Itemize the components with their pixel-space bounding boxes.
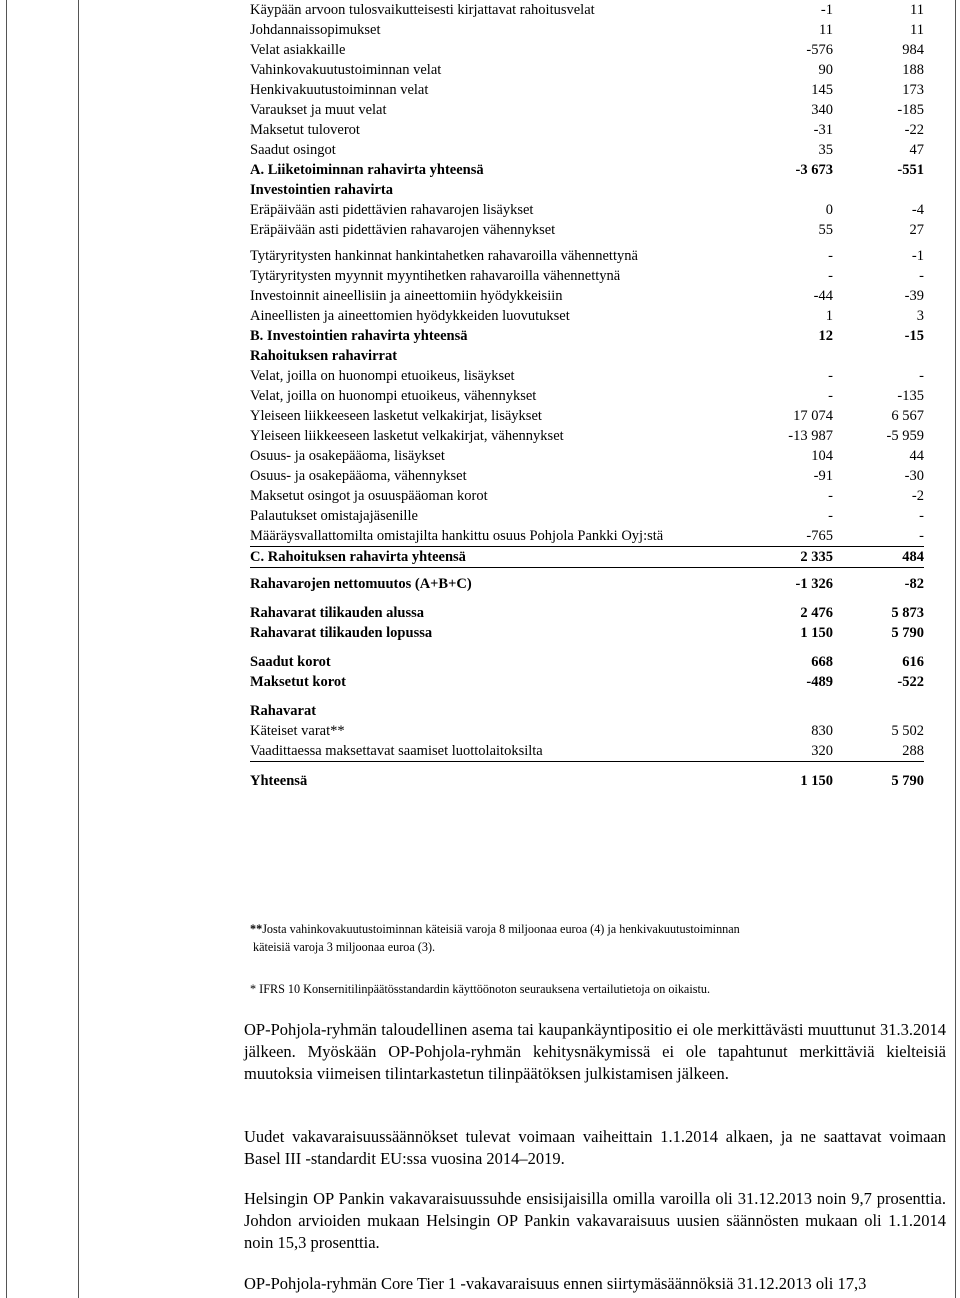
table-row — [250, 20, 924, 40]
row-label: Palautukset omistajajäsenille — [250, 508, 418, 524]
row-label: Vahinkovakuutustoiminnan velat — [250, 62, 442, 78]
table-row — [250, 547, 924, 568]
value-2013: 6 567 — [891, 408, 924, 424]
value-2013 — [833, 692, 924, 721]
value-2014: 320 — [734, 741, 833, 762]
row-label: Vaadittaessa maksettavat saamiset luottolaitoksilta — [250, 741, 734, 762]
row-label: Yleiseen liikkeeseen lasketut velkakirjat, vähennykset — [250, 428, 564, 444]
value-2014: -44 — [813, 288, 833, 304]
table-row — [250, 200, 924, 220]
row-label: Tytäryritysten hankinnat hankintahetken rahavaroilla vähennettynä — [250, 248, 638, 264]
row-label: Rahoituksen rahavirrat — [250, 348, 398, 364]
page-border-right — [955, 0, 956, 1298]
row-label: Rahavarojen nettomuutos (A+B+C) — [250, 576, 472, 592]
value-2013: -39 — [904, 288, 924, 304]
table-row — [250, 366, 924, 386]
table-row — [250, 762, 924, 792]
row-label: Saadut osingot — [250, 142, 336, 158]
value-2013 — [833, 180, 924, 200]
value-2014: 104 — [811, 448, 833, 464]
value-2014: 2 335 — [734, 547, 833, 568]
row-label: Rahavarat tilikauden lopussa — [250, 625, 433, 641]
table-row — [250, 266, 924, 286]
value-2013: 188 — [902, 62, 924, 78]
value-2013: 44 — [909, 448, 924, 464]
paragraph: Helsingin OP Pankin vakavaraisuussuhde ensisijaisilla omilla varoilla oli 31.12.2013 noin 9,7 prosenttia. Johdon arvioiden mukaan Helsingin OP Pankin vakavaraisuus uusien säännösten mukaan oli 1.1.2014 noin 15,3 prosenttia. — [244, 1189, 946, 1252]
value-2013: - — [919, 508, 924, 524]
value-2014: - — [828, 268, 833, 284]
paragraph: OP-Pohjola-ryhmän taloudellinen asema tai kaupankäyntipositio ei ole merkittävästi muuttunut 31.3.2014 jälkeen. Myöskään OP-Pohjola-ryhmän kehitysnäkymissä ei ole tapahtunut merkittäviä kielteisiä muutoksia viimeisen tilintarkastetun tilinpäätöksen julkistamisen jälkeen. — [244, 1020, 946, 1083]
row-label: Velat, joilla on huonompi etuoikeus, lisäykset — [250, 368, 515, 384]
value-2013 — [833, 346, 924, 366]
value-2013: -22 — [904, 122, 924, 138]
paragraph: Uudet vakavaraisuussäännökset tulevat voimaan vaiheittain 1.1.2014 alkaen, ja ne saattavat voimaan Basel III -standardit EU:ssa vuosina 2014–2019. — [244, 1127, 946, 1168]
row-label: Velat, joilla on huonompi etuoikeus, vähennykset — [250, 388, 537, 404]
value-2014: 340 — [811, 102, 833, 118]
row-label: Osuus- ja osakepääoma, lisäykset — [250, 448, 445, 464]
value-2014: -31 — [813, 122, 833, 138]
value-2013: 3 — [916, 308, 924, 324]
value-2014: 668 — [811, 654, 833, 670]
row-label: Henkivakuutustoiminnan velat — [250, 82, 429, 98]
table-row — [250, 100, 924, 120]
value-2014: -1 — [820, 2, 833, 18]
row-label: B. Investointien rahavirta yhteensä — [250, 328, 468, 344]
row-label: Tytäryritysten myynnit myyntihetken rahavaroilla vähennettynä — [250, 268, 621, 284]
table-row — [250, 386, 924, 406]
value-2014: - — [828, 488, 833, 504]
table-row — [250, 0, 924, 20]
row-label: Aineellisten ja aineettomien hyödykkeiden luovutukset — [250, 308, 570, 324]
row-label: Investointien rahavirta — [250, 182, 393, 198]
footnote-text: Josta vahinkovakuutustoiminnan käteisiä varoja 8 miljoonaa euroa (4) ja henkivakuutustoiminnan — [262, 922, 740, 936]
value-2014: - — [828, 508, 833, 524]
row-label: Varaukset ja muut velat — [250, 102, 387, 118]
row-label: Eräpäivään asti pidettävien rahavarojen lisäykset — [250, 202, 534, 218]
page-border-left — [6, 0, 7, 1298]
value-2013: 173 — [902, 82, 924, 98]
row-label: Maksetut korot — [250, 674, 346, 690]
value-2014: 1 150 — [800, 625, 833, 641]
value-2014: - — [828, 388, 833, 404]
value-2013: 11 — [910, 2, 924, 18]
table-row — [250, 180, 924, 200]
table-row — [250, 692, 924, 721]
value-2013: 288 — [833, 741, 924, 762]
row-label: Osuus- ja osakepääoma, vähennykset — [250, 468, 467, 484]
table-row — [250, 60, 924, 80]
paragraph: OP-Pohjola-ryhmän Core Tier 1 -vakavaraisuus ennen siirtymäsäännöksiä 31.12.2013 oli 17,3 — [244, 1274, 867, 1293]
table-row — [250, 623, 924, 643]
value-2014: 0 — [825, 202, 833, 218]
value-2013: -5 959 — [886, 428, 924, 444]
table-row — [250, 446, 924, 466]
footnote-mark: ** — [250, 922, 263, 936]
value-2014: 830 — [811, 723, 833, 739]
table-row — [250, 220, 924, 240]
row-label: Velat asiakkaille — [250, 42, 346, 58]
table-row — [250, 160, 924, 180]
row-label: A. Liiketoiminnan rahavirta yhteensä — [250, 162, 484, 178]
value-2013: 27 — [909, 222, 924, 238]
row-label: Määräysvallattomilta omistajilta hankittu osuus Pohjola Pankki Oyj:stä — [250, 526, 734, 547]
value-2013: 5 790 — [891, 773, 924, 789]
table-row — [250, 466, 924, 486]
row-label: Yhteensä — [250, 773, 308, 789]
table-row — [250, 140, 924, 160]
table-row — [250, 346, 924, 366]
value-2013: 5 873 — [891, 605, 924, 621]
value-2014: - — [828, 368, 833, 384]
value-2014: -3 673 — [795, 162, 833, 178]
value-2013: -551 — [897, 162, 924, 178]
value-2013: 47 — [909, 142, 924, 158]
value-2013: -522 — [897, 674, 924, 690]
table-row — [250, 80, 924, 100]
table-row — [250, 326, 924, 346]
value-2014: 145 — [811, 82, 833, 98]
row-label: Käypään arvoon tulosvaikutteisesti kirjattavat rahoitusvelat — [250, 2, 595, 18]
value-2014 — [734, 692, 833, 721]
cash-flow-statement — [250, 0, 926, 791]
value-2013: -1 — [911, 248, 924, 264]
value-2013: 11 — [910, 22, 924, 38]
value-2013: - — [919, 268, 924, 284]
value-2013: -15 — [904, 328, 924, 344]
row-label: Maksetut osingot ja osuuspääoman korot — [250, 488, 488, 504]
table-row — [250, 506, 924, 526]
row-label: Eräpäivään asti pidettävien rahavarojen vähennykset — [250, 222, 556, 238]
value-2013: -185 — [897, 102, 924, 118]
value-2014: -1 326 — [795, 576, 833, 592]
value-2014: -91 — [813, 468, 833, 484]
table-row — [250, 426, 924, 446]
value-2014: 35 — [818, 142, 833, 158]
table-row — [250, 240, 924, 266]
value-2014: -13 987 — [788, 428, 833, 444]
row-label: Käteiset varat** — [250, 723, 345, 739]
row-label: Rahavarat — [250, 703, 317, 719]
table-row — [250, 406, 924, 426]
table-row — [250, 486, 924, 506]
table-row — [250, 568, 924, 595]
value-2013: 984 — [902, 42, 924, 58]
value-2014: 1 150 — [800, 773, 833, 789]
value-2014: -765 — [734, 526, 833, 547]
value-2013: 5 790 — [891, 625, 924, 641]
value-2014: - — [828, 248, 833, 264]
value-2013: - — [919, 368, 924, 384]
value-2013: 484 — [833, 547, 924, 568]
row-label: Johdannaissopimukset — [250, 22, 381, 38]
value-2014: 90 — [818, 62, 833, 78]
value-2013: -135 — [897, 388, 924, 404]
row-label: C. Rahoituksen rahavirta yhteensä — [250, 547, 734, 568]
value-2014: 2 476 — [800, 605, 833, 621]
value-2014: -576 — [806, 42, 833, 58]
table-row — [250, 721, 924, 741]
value-2014: 17 074 — [793, 408, 833, 424]
table-row — [250, 741, 924, 762]
footnote-cash — [250, 920, 740, 956]
table-row — [250, 306, 924, 326]
value-2013: -4 — [911, 202, 924, 218]
table-row — [250, 643, 924, 672]
table-row — [250, 286, 924, 306]
table-row — [250, 526, 924, 547]
value-2014: 1 — [825, 308, 833, 324]
value-2013: 5 502 — [891, 723, 924, 739]
value-2014: 11 — [819, 22, 833, 38]
table-row — [250, 40, 924, 60]
value-2013: -30 — [904, 468, 924, 484]
cash-flow-table — [250, 0, 924, 791]
row-label: Maksetut tuloverot — [250, 122, 360, 138]
page-border-inner — [78, 0, 79, 1298]
table-row — [250, 594, 924, 623]
table-row — [250, 120, 924, 140]
value-2013: -82 — [904, 576, 924, 592]
value-2013: -2 — [911, 488, 924, 504]
value-2014: 55 — [818, 222, 833, 238]
value-2014: -489 — [806, 674, 833, 690]
table-row — [250, 672, 924, 692]
row-label: Yleiseen liikkeeseen lasketut velkakirjat, lisäykset — [250, 408, 542, 424]
footnote-ifrs: * IFRS 10 Konsernitilinpäätösstandardin käyttöönoton seurauksena vertailutietoja on oikaistu. — [250, 982, 711, 996]
value-2013: 616 — [902, 654, 924, 670]
value-2014: 12 — [818, 328, 833, 344]
value-2014 — [734, 180, 833, 200]
row-label: Investoinnit aineellisiin ja aineettomiin hyödykkeisiin — [250, 288, 563, 304]
row-label: Saadut korot — [250, 654, 331, 670]
row-label: Rahavarat tilikauden alussa — [250, 605, 425, 621]
footnote-text-2: käteisiä varoja 3 miljoonaa euroa (3). — [253, 940, 436, 954]
value-2014 — [734, 346, 833, 366]
value-2013: - — [833, 526, 924, 547]
